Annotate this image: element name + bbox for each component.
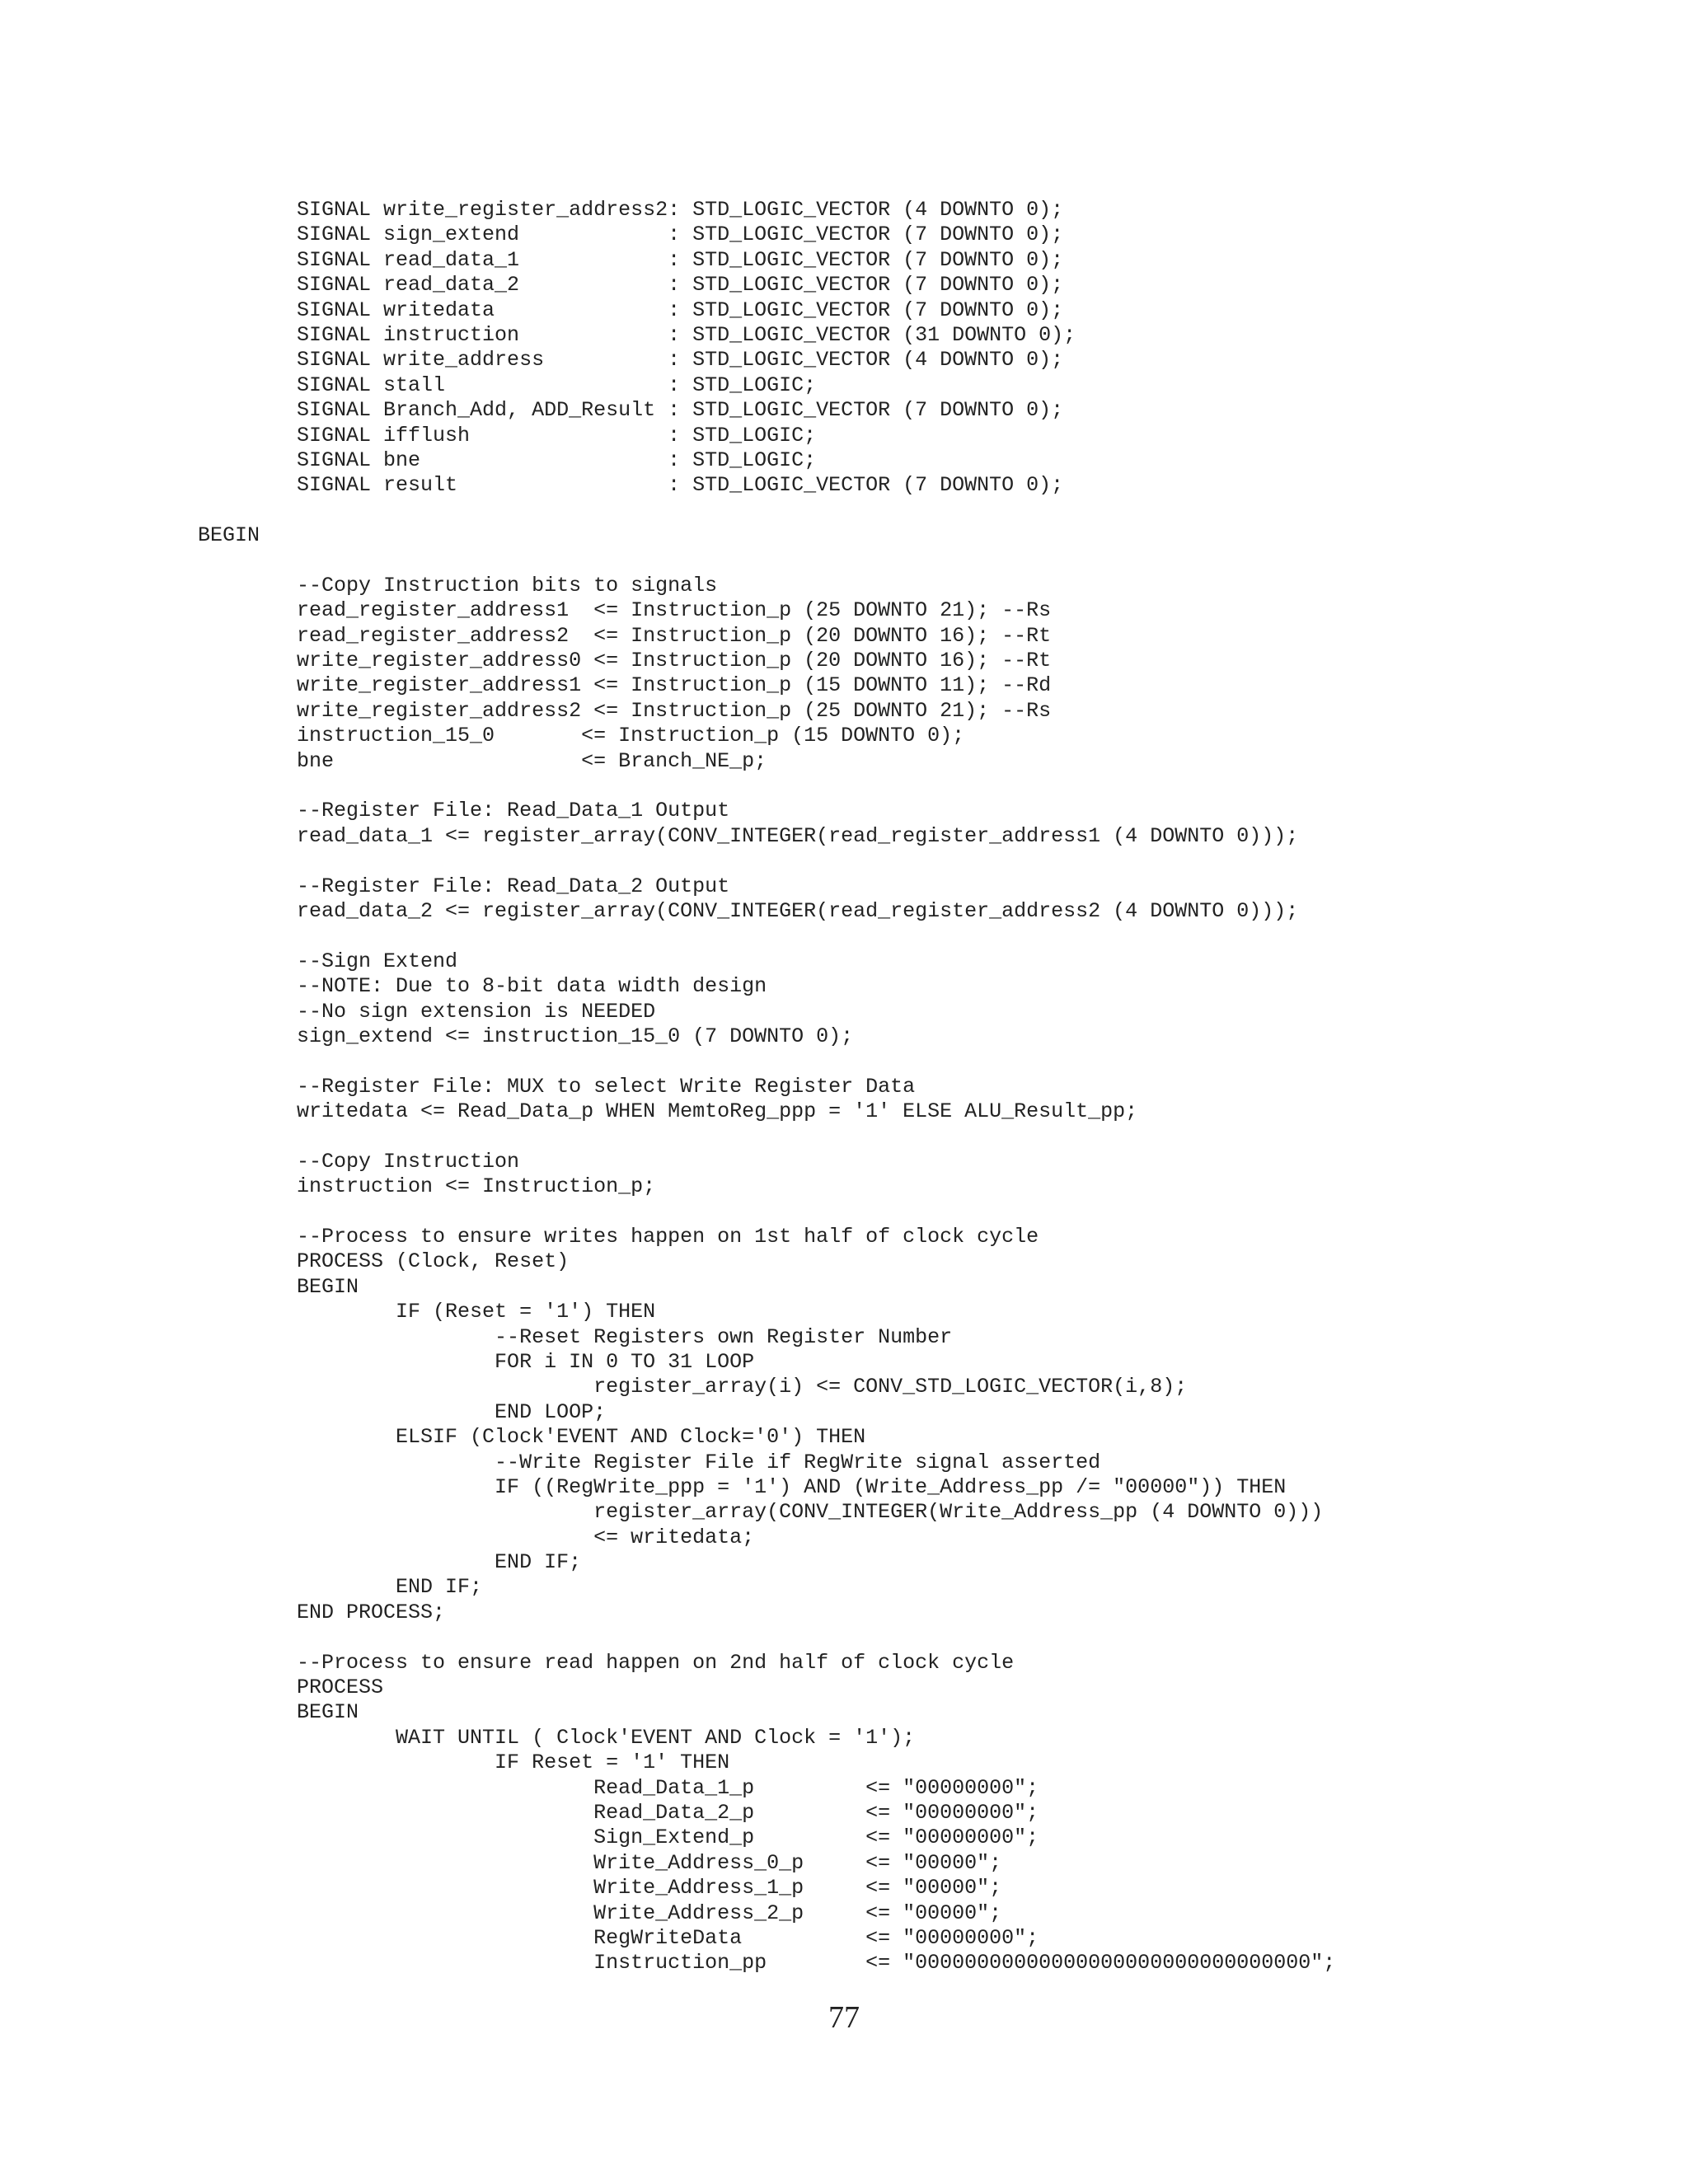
code-line: RegWriteData <= "00000000"; — [198, 1925, 1039, 1950]
code-line: SIGNAL read_data_2 : STD_LOGIC_VECTOR (7 DOWNTO 0); — [198, 273, 1064, 298]
code-line: SIGNAL instruction : STD_LOGIC_VECTOR (31 DOWNTO 0); — [198, 322, 1076, 347]
code-line: WAIT UNTIL ( Clock'EVENT AND Clock = '1'); — [198, 1725, 916, 1750]
code-line — [198, 548, 1335, 573]
code-line: --Copy Instruction — [198, 1149, 520, 1174]
code-line: Instruction_pp <= "00000000000000000000000000000000"; — [198, 1951, 1336, 1975]
code-line: read_register_address1 <= Instruction_p (25 DOWNTO 21); --Rs — [198, 598, 1052, 623]
code-line: END IF; — [198, 1575, 483, 1600]
code-line: SIGNAL read_data_1 : STD_LOGIC_VECTOR (7 DOWNTO 0); — [198, 247, 1064, 272]
code-line: --Sign Extend — [198, 949, 458, 973]
code-line: SIGNAL stall : STD_LOGIC; — [198, 373, 817, 397]
code-line: BEGIN — [198, 1274, 359, 1299]
code-line: SIGNAL write_address : STD_LOGIC_VECTOR (4 DOWNTO 0); — [198, 348, 1064, 373]
code-line — [198, 499, 1335, 523]
code-line: Read_Data_2_p <= "00000000"; — [198, 1801, 1039, 1825]
code-line — [198, 924, 1335, 949]
code-line: write_register_address2 <= Instruction_p (25 DOWNTO 21); --Rs — [198, 698, 1052, 723]
code-line: END LOOP; — [198, 1399, 607, 1424]
code-line: instruction <= Instruction_p; — [198, 1174, 656, 1199]
code-line: Write_Address_1_p <= "00000"; — [198, 1876, 1002, 1900]
code-line: write_register_address1 <= Instruction_p (15 DOWNTO 11); --Rd — [198, 673, 1052, 698]
code-line: --Register File: MUX to select Write Register Data — [198, 1074, 916, 1099]
code-line: --No sign extension is NEEDED — [198, 999, 656, 1024]
code-line: sign_extend <= instruction_15_0 (7 DOWNTO 0); — [198, 1024, 854, 1048]
code-line: read_register_address2 <= Instruction_p (20 DOWNTO 16); --Rt — [198, 623, 1052, 648]
code-line: Sign_Extend_p <= "00000000"; — [198, 1825, 1039, 1850]
code-line: SIGNAL sign_extend : STD_LOGIC_VECTOR (7 DOWNTO 0); — [198, 223, 1064, 247]
code-line: --Process to ensure writes happen on 1st half of clock cycle — [198, 1225, 1039, 1249]
code-line: SIGNAL Branch_Add, ADD_Result : STD_LOGIC_VECTOR (7 DOWNTO 0); — [198, 398, 1064, 423]
code-line: BEGIN — [198, 523, 260, 548]
code-line: Write_Address_0_p <= "00000"; — [198, 1850, 1002, 1875]
code-line — [198, 1625, 1335, 1650]
code-line: --Register File: Read_Data_1 Output — [198, 799, 730, 823]
code-line: IF ((RegWrite_ppp = '1') AND (Write_Address_pp /= "00000")) THEN — [198, 1474, 1287, 1499]
code-line — [198, 1049, 1335, 1074]
code-line — [198, 849, 1335, 874]
code-line: PROCESS (Clock, Reset) — [198, 1249, 570, 1274]
code-line: register_array(CONV_INTEGER(Write_Address_pp (4 DOWNTO 0))) — [198, 1500, 1324, 1525]
code-line: ELSIF (Clock'EVENT AND Clock='0') THEN — [198, 1425, 866, 1450]
code-line — [198, 1124, 1335, 1149]
code-line: PROCESS — [198, 1675, 384, 1700]
code-line: --NOTE: Due to 8-bit data width design — [198, 974, 767, 999]
code-line: SIGNAL bne : STD_LOGIC; — [198, 448, 817, 472]
code-line: --Reset Registers own Register Number — [198, 1324, 953, 1349]
code-line: <= writedata; — [198, 1525, 755, 1549]
code-listing — [198, 198, 1335, 1976]
code-line — [198, 1200, 1335, 1225]
code-line: FOR i IN 0 TO 31 LOOP — [198, 1349, 755, 1374]
code-line: writedata <= Read_Data_p WHEN MemtoReg_ppp = '1' ELSE ALU_Result_pp; — [198, 1099, 1138, 1124]
code-line: bne <= Branch_NE_p; — [198, 748, 767, 773]
code-line: Read_Data_1_p <= "00000000"; — [198, 1775, 1039, 1800]
code-line: SIGNAL ifflush : STD_LOGIC; — [198, 423, 817, 448]
code-line: --Copy Instruction bits to signals — [198, 573, 718, 598]
code-line: END PROCESS; — [198, 1600, 446, 1624]
code-line — [198, 774, 1335, 799]
code-line: --Write Register File if RegWrite signal asserted — [198, 1450, 1101, 1474]
code-line: instruction_15_0 <= Instruction_p (15 DOWNTO 0); — [198, 724, 965, 748]
code-line: SIGNAL writedata : STD_LOGIC_VECTOR (7 DOWNTO 0); — [198, 298, 1064, 322]
code-line: --Register File: Read_Data_2 Output — [198, 874, 730, 898]
page-number: 77 — [828, 2000, 860, 2035]
code-line: read_data_2 <= register_array(CONV_INTEGER(read_register_address2 (4 DOWNTO 0))); — [198, 898, 1299, 923]
code-line: read_data_1 <= register_array(CONV_INTEGER(read_register_address1 (4 DOWNTO 0))); — [198, 823, 1299, 848]
code-line: SIGNAL write_register_address2: STD_LOGIC_VECTOR (4 DOWNTO 0); — [198, 198, 1064, 222]
code-line: register_array(i) <= CONV_STD_LOGIC_VECTOR(i,8); — [198, 1375, 1188, 1399]
code-line: IF Reset = '1' THEN — [198, 1750, 730, 1775]
code-line: END IF; — [198, 1550, 582, 1575]
code-line: BEGIN — [198, 1700, 359, 1725]
code-line: write_register_address0 <= Instruction_p (20 DOWNTO 16); --Rt — [198, 649, 1052, 673]
code-line: IF (Reset = '1') THEN — [198, 1300, 656, 1324]
code-line: SIGNAL result : STD_LOGIC_VECTOR (7 DOWNTO 0); — [198, 473, 1064, 498]
code-line: Write_Address_2_p <= "00000"; — [198, 1900, 1002, 1925]
code-line: --Process to ensure read happen on 2nd half of clock cycle — [198, 1650, 1015, 1675]
